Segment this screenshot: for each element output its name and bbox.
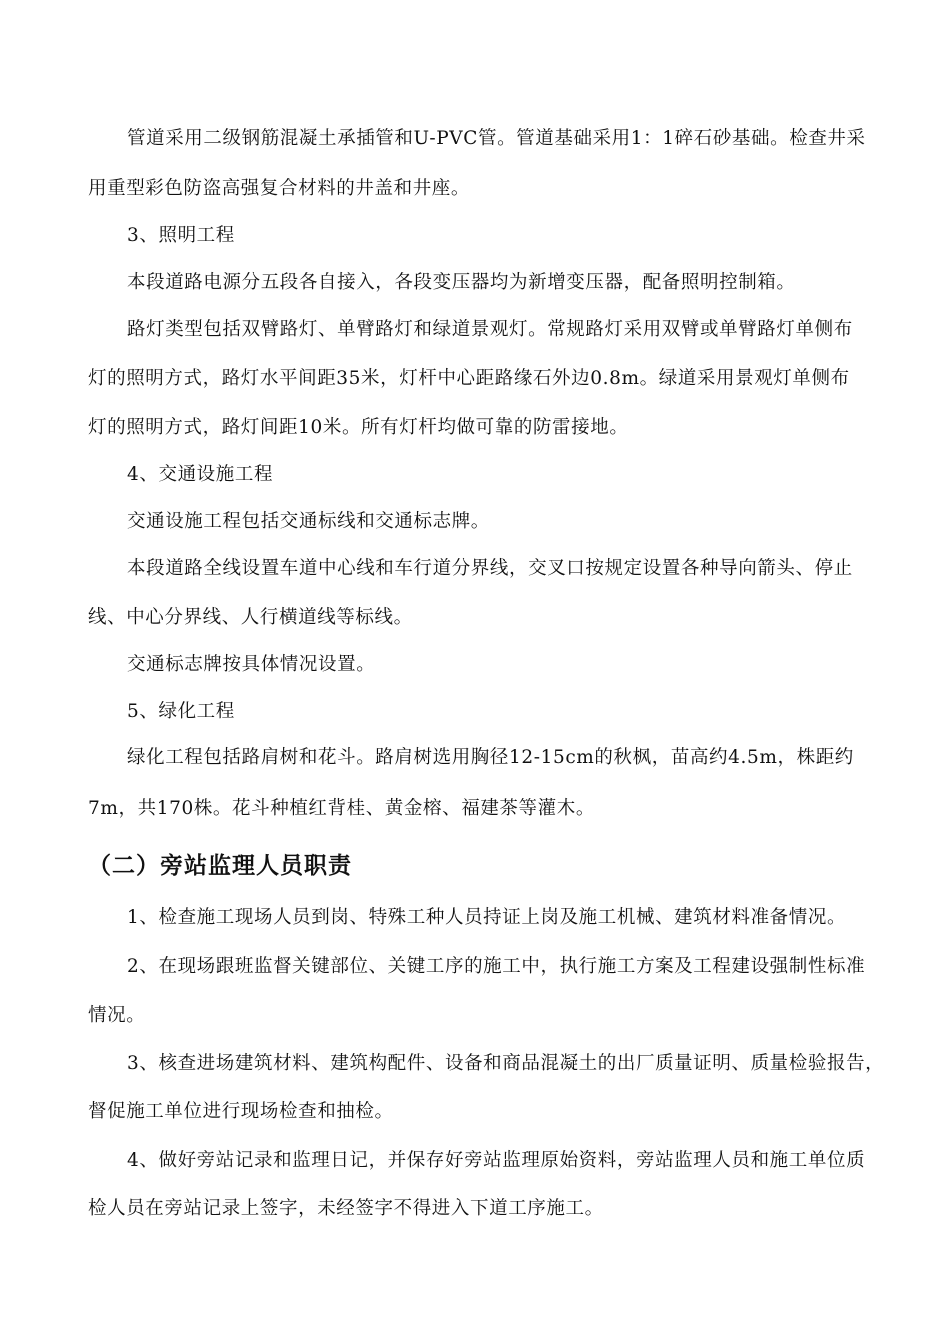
paragraph-line: 交通设施工程包括交通标线和交通标志牌。	[127, 511, 490, 532]
paragraph-line: 路灯类型包括双臂路灯、单臂路灯和绿道景观灯。常规路灯采用双臂或单臂路灯单侧布	[127, 319, 853, 340]
paragraph-line: 灯的照明方式，路灯间距10米。所有灯杆均做可靠的防雷接地。	[88, 417, 629, 438]
paragraph-line: 情况。	[88, 1005, 146, 1026]
paragraph-line: 督促施工单位进行现场检查和抽检。	[88, 1101, 394, 1122]
paragraph-line: 交通标志牌按具体情况设置。	[127, 654, 376, 675]
section-heading-greening: 5、绿化工程	[127, 701, 235, 722]
paragraph-line: 线、中心分界线、人行横道线等标线。	[88, 607, 413, 628]
paragraph-line: 灯的照明方式，路灯水平间距35米，灯杆中心距路缘石外边0.8m。绿道采用景观灯单侧布	[88, 368, 850, 389]
paragraph-line: 3、核查进场建筑材料、建筑构配件、设备和商品混凝土的出厂质量证明、质量检验报告，	[127, 1053, 885, 1074]
paragraph-line: 2、在现场跟班监督关键部位、关键工序的施工中，执行施工方案及工程建设强制性标准	[127, 956, 866, 977]
paragraph-line: 管道采用二级钢筋混凝土承插管和U-PVC管。管道基础采用1：1碎石砂基础。检查井采	[127, 128, 866, 149]
paragraph-line: 本段道路电源分五段各自接入，各段变压器均为新增变压器，配备照明控制箱。	[127, 272, 796, 293]
section-heading-traffic: 4、交通设施工程	[127, 464, 274, 485]
paragraph-line: 用重型彩色防盗高强复合材料的井盖和井座。	[88, 178, 471, 199]
paragraph-line: 绿化工程包括路肩树和花斗。路肩树选用胸径12-15cm的秋枫，苗高约4.5m，株距约	[127, 747, 854, 768]
chapter-heading: （二）旁站监理人员职责	[88, 853, 352, 879]
paragraph-line: 1、检查施工现场人员到岗、特殊工种人员持证上岗及施工机械、建筑材料准备情况。	[127, 907, 847, 928]
paragraph-line: 7m，共170株。花斗种植红背桂、黄金榕、福建茶等灌木。	[88, 798, 595, 819]
section-heading-lighting: 3、照明工程	[127, 225, 235, 246]
paragraph-line: 本段道路全线设置车道中心线和车行道分界线，交叉口按规定设置各种导向箭头、停止	[127, 558, 853, 579]
paragraph-line: 4、做好旁站记录和监理日记，并保存好旁站监理原始资料，旁站监理人员和施工单位质	[127, 1150, 866, 1171]
paragraph-line: 检人员在旁站记录上签字，未经签字不得进入下道工序施工。	[88, 1198, 604, 1219]
